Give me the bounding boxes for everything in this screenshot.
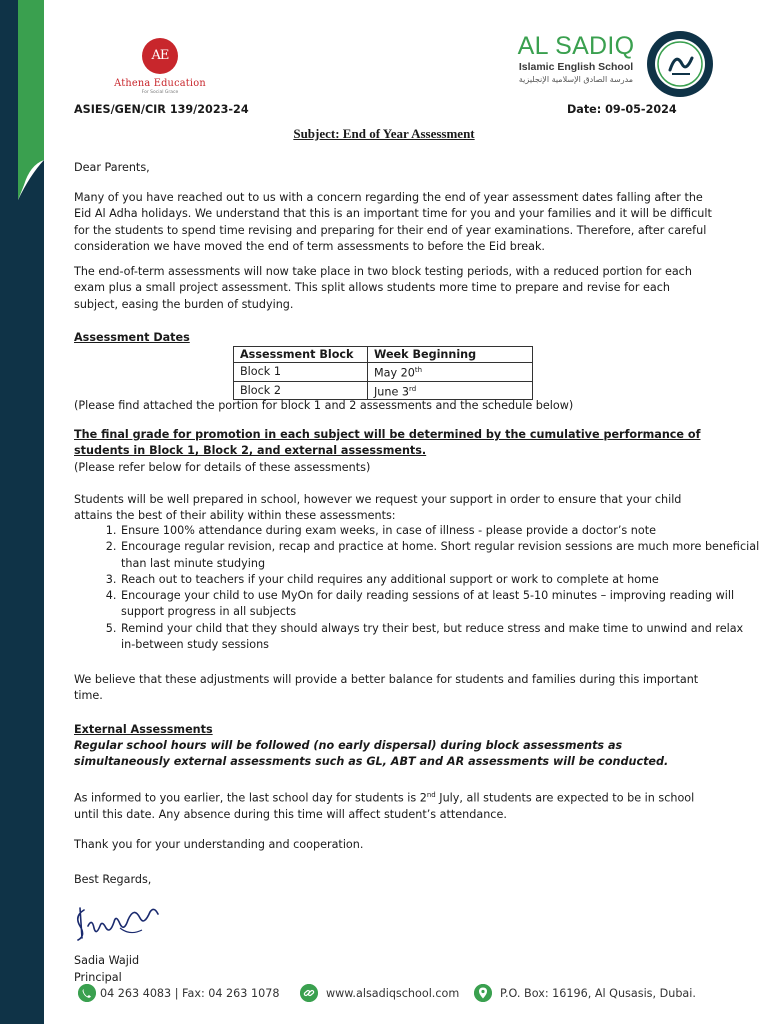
final-grade-statement: The final grade for promotion in each subject will be determined by the cumulative performance of students in Block 1, Block 2, and external assessments. <box>74 428 701 458</box>
week-date: May 20 <box>374 366 415 380</box>
athena-logo-mark: AE <box>142 38 178 74</box>
list-item: 3. Reach out to teachers if your child requires any additional support or work to complete at home <box>120 572 760 588</box>
athena-education-logo <box>112 38 208 95</box>
circular-date: Date: 09-05-2024 <box>567 103 677 116</box>
location-pin-icon <box>474 984 492 1002</box>
support-intro: Students will be well prepared in school, however we request your support in order to ensure that your child attains the best of their ability within these assessments: <box>74 493 682 523</box>
phone-icon <box>78 984 96 1002</box>
list-item: 5. Remind your child that they should always try their best, but reduce stress and make time to unwind and relax in-between study sessions <box>120 621 760 654</box>
external-assessments-text: Regular school hours will be followed (no early dispersal) during block assessments as simultaneously external assessments such as GL, ABT and AR assessments will be conducted. <box>74 739 669 769</box>
signature-image <box>70 898 166 948</box>
footer-address: P.O. Box: 16196, Al Qusasis, Dubai. <box>500 987 696 1000</box>
table-header-cell: Week Beginning <box>368 347 533 363</box>
balance-paragraph: We believe that these adjustments will provide a better balance for students and families during this important time. <box>74 673 699 703</box>
table-header-cell: Assessment Block <box>234 347 368 363</box>
subject-line: Subject: End of Year Assessment <box>293 126 475 141</box>
last-day-text-end: July, all students are expected to be in school until this date. Any absence during this time will affect student’s attendance. <box>74 791 695 822</box>
portion-note: (Please find attached the portion for block 1 and 2 assessments and the schedule below) <box>74 399 574 412</box>
al-sadiq-logo <box>512 33 640 84</box>
left-sidebar-band <box>0 0 44 1024</box>
school-seal-icon <box>646 30 714 98</box>
closing-line: Best Regards, <box>74 873 152 886</box>
athena-logo-tagline: For Social Grace <box>141 90 179 95</box>
school-arabic-name: مدرسة الصادق الإسلامية الإنجليزية <box>518 75 634 84</box>
external-assessments-heading: External Assessments <box>74 723 213 736</box>
support-list <box>74 523 760 653</box>
table-row <box>234 363 533 382</box>
final-grade-note: (Please refer below for details of these assessments) <box>74 461 371 474</box>
school-name: AL SADIQ <box>517 32 635 60</box>
week-date: June 3 <box>374 385 410 399</box>
footer-phone-fax: 04 263 4083 | Fax: 04 263 1078 <box>100 987 280 1000</box>
table-cell-week <box>368 363 533 382</box>
last-day-paragraph <box>74 787 714 823</box>
circular-reference: ASIES/GEN/CIR 139/2023-24 <box>74 103 249 116</box>
list-item: 2. Encourage regular revision, recap and practice at home. Short regular revision sessions are much more beneficial than last minute studying <box>120 539 760 572</box>
assessment-dates-table <box>233 346 533 400</box>
table-header-row <box>234 347 533 363</box>
table-cell-block: Block 1 <box>234 363 368 382</box>
block-info-paragraph: The end-of-term assessments will now take place in two block testing periods, with a reduced portion for each exam plus a small project assessment. This split allows students more time to prepare and revise for each subject, easing the burden of studying. <box>74 265 692 311</box>
thanks-line: Thank you for your understanding and cooperation. <box>74 838 364 851</box>
footer-website-link[interactable]: www.alsadiqschool.com <box>326 987 460 1000</box>
last-day-text-start: As informed to you earlier, the last school day for students is 2 <box>74 791 427 805</box>
list-item: 4. Encourage your child to use MyOn for daily reading sessions of at least 5-10 minutes – improving reading will support progress in all subjects <box>120 588 760 621</box>
last-day-suffix: nd <box>426 791 436 799</box>
week-date-suffix: th <box>414 366 423 374</box>
school-subtitle: Islamic English School <box>518 61 634 73</box>
week-date-suffix: rd <box>409 384 417 393</box>
signatory-title: Principal <box>74 971 122 984</box>
athena-logo-name: Athena Education <box>114 78 206 89</box>
list-item: 1. Ensure 100% attendance during exam weeks, in case of illness - please provide a doctor’s note <box>120 523 760 539</box>
intro-paragraph: Many of you have reached out to us with a concern regarding the end of year assessment dates falling after the Eid Al Adha holidays. We understand that this is an important time for you and your families and it will be difficult for the students to spend time revising and preparing for their end of year examinations. Therefore, after careful consideration we have moved the end of term assessments to before the Eid break. <box>74 191 712 253</box>
footer-contact <box>74 984 714 1006</box>
link-icon <box>300 984 318 1002</box>
assessment-dates-heading: Assessment Dates <box>74 331 190 344</box>
signatory-name: Sadia Wajid <box>74 954 140 967</box>
table-cell-block: Block 2 <box>234 381 368 400</box>
salutation: Dear Parents, <box>74 161 150 174</box>
